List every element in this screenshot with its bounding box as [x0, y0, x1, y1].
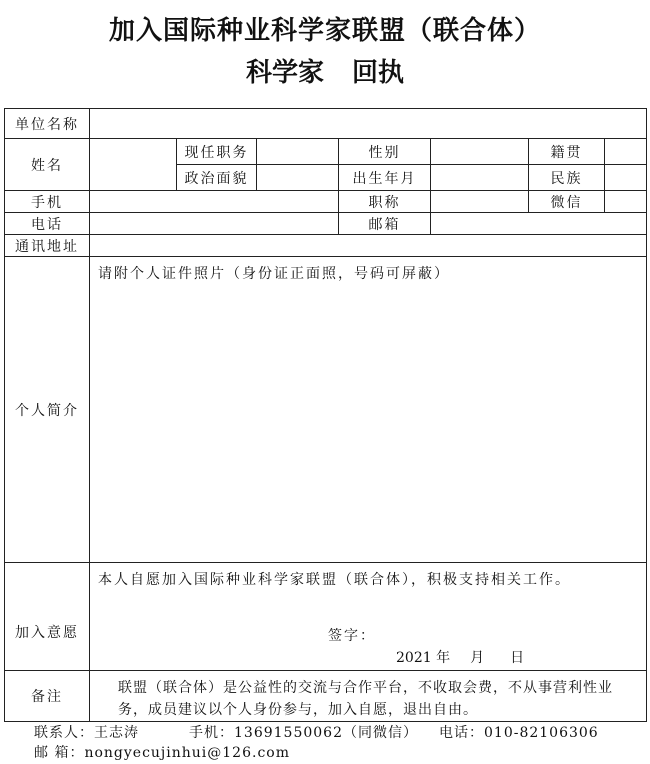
signature-label: 签字：	[328, 628, 376, 644]
form-subtitle	[0, 52, 650, 89]
subtitle-scientist: 科学家	[245, 58, 324, 88]
label-profile: 个人简介	[5, 257, 90, 563]
phone-field[interactable]	[90, 213, 339, 235]
label-gender: 性别	[339, 139, 431, 165]
label-email: 邮箱	[339, 213, 431, 235]
profile-note: 请附个人证件照片（身份证正面照，号码可屏蔽）	[98, 266, 450, 282]
mobile-field[interactable]	[90, 191, 339, 213]
remark-text: 联盟（联合体）是公益性的交流与合作平台，不收取会费，不从事营利性业务，成员建议以个人身份参与，加入自愿，退出自由。	[90, 671, 647, 722]
subtitle-receipt: 回执	[352, 58, 405, 88]
label-mobile: 手机	[5, 191, 90, 213]
profile-field[interactable]	[90, 257, 647, 563]
label-address: 通讯地址	[5, 235, 90, 257]
label-wechat: 微信	[529, 191, 605, 213]
join-wish-field[interactable]	[90, 563, 647, 671]
label-phone: 电话	[5, 213, 90, 235]
name-field[interactable]	[90, 139, 177, 191]
form-title: 加入国际种业科学家联盟（联合体）	[108, 16, 541, 46]
gender-field[interactable]	[431, 139, 529, 165]
label-join-wish: 加入意愿	[5, 563, 90, 671]
date-month: 月	[470, 650, 485, 666]
receipt-form-table	[4, 108, 647, 722]
label-title-rank: 职称	[339, 191, 431, 213]
address-field[interactable]	[90, 235, 647, 257]
label-org-name: 单位名称	[5, 109, 90, 139]
label-ethnicity: 民族	[529, 165, 605, 191]
ethnicity-field[interactable]	[605, 165, 647, 191]
org-name-field[interactable]	[90, 109, 647, 139]
footer-mobile: 手机：13691550062（同微信）	[189, 725, 418, 741]
join-wish-text: 本人自愿加入国际种业科学家联盟（联合体），积极支持相关工作。	[98, 572, 571, 588]
label-name: 姓名	[5, 139, 90, 191]
footer-contact-row	[34, 722, 599, 742]
label-political: 政治面貌	[177, 165, 257, 191]
wechat-field[interactable]	[605, 191, 647, 213]
native-place-field[interactable]	[605, 139, 647, 165]
label-native-place: 籍贯	[529, 139, 605, 165]
political-field[interactable]	[257, 165, 339, 191]
footer-contact: 联系人：王志涛	[34, 725, 139, 741]
email-field[interactable]	[431, 213, 647, 235]
birth-field[interactable]	[431, 165, 529, 191]
label-birth: 出生年月	[339, 165, 431, 191]
label-position: 现任职务	[177, 139, 257, 165]
position-field[interactable]	[257, 139, 339, 165]
date-day: 日	[510, 650, 525, 666]
date-line	[396, 647, 534, 667]
date-year: 2021 年	[396, 650, 451, 666]
footer-phone: 电话：010-82106306	[439, 725, 599, 741]
footer-email: 邮 箱：nongyecujinhui@126.com	[34, 745, 290, 761]
label-remark: 备注	[5, 671, 90, 722]
title-rank-field[interactable]	[431, 191, 529, 213]
